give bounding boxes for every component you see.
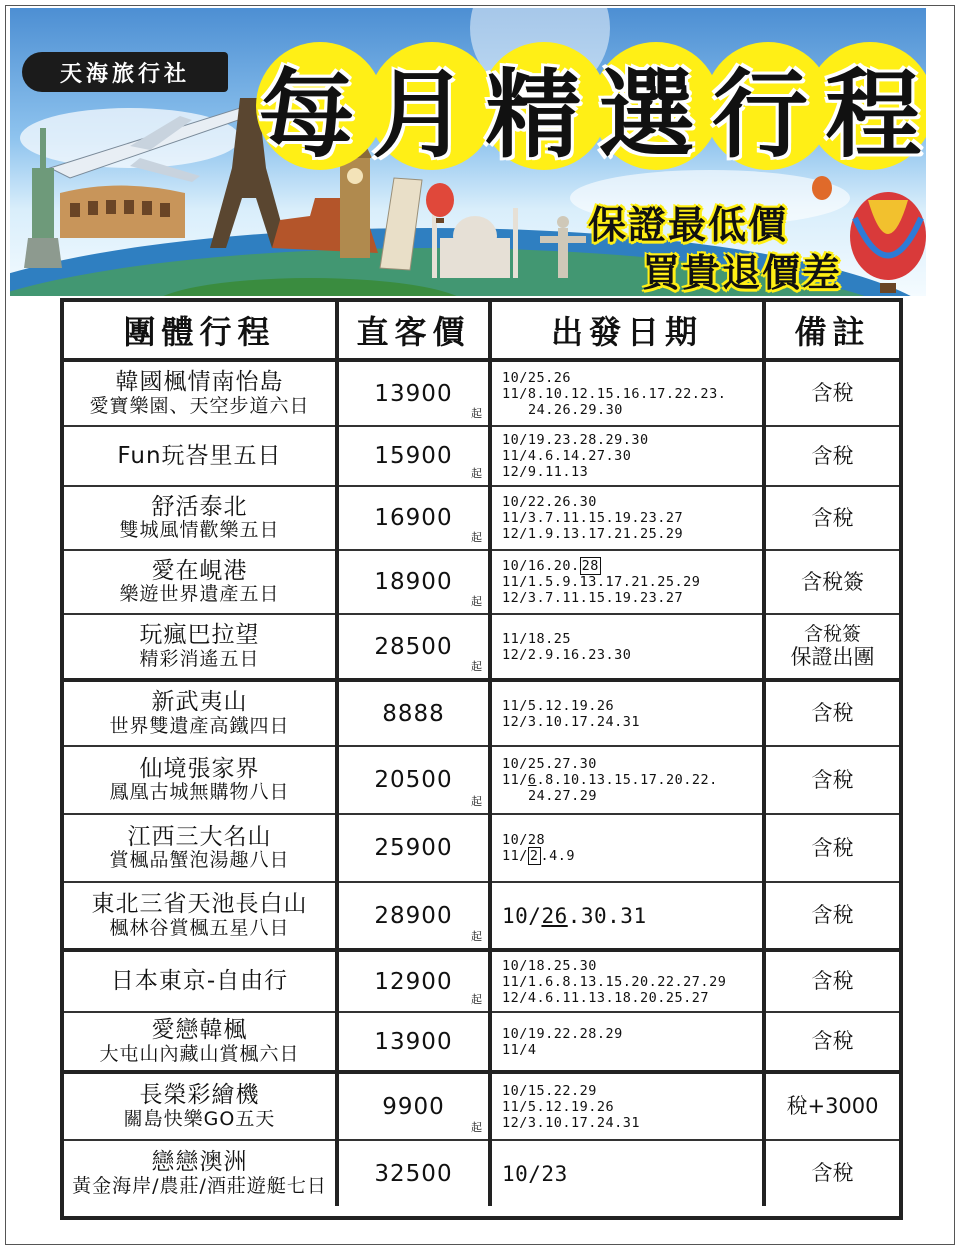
header-price: 直客價 (337, 302, 490, 360)
price-from-suffix: 起 (471, 993, 483, 1006)
date-text: 12/3.10.17.24.31 (502, 713, 641, 730)
date-text: 10/15.22.29 (502, 1082, 597, 1099)
tour-subtitle: 雙城風情歡樂五日 (119, 519, 280, 542)
date-line (502, 590, 762, 606)
date-text: 11/4.6.14.27.30 (502, 448, 632, 464)
tour-subtitle: 精彩消遙五日 (139, 647, 260, 670)
tour-table (60, 298, 903, 1220)
date-line (502, 788, 762, 804)
notes-cell (764, 1140, 899, 1206)
departure-dates-cell (490, 746, 764, 814)
departure-dates-cell (490, 1012, 764, 1072)
tour-subtitle: 楓林谷賞楓五星八日 (109, 916, 290, 939)
notes-cell (764, 360, 899, 426)
tour-name-cell (64, 426, 337, 486)
departure-dates-cell (490, 426, 764, 486)
date-line (502, 448, 762, 464)
date-text: 11/5.12.19.26 (502, 1098, 615, 1115)
date-text: 12/1.9.13.17.21.25.29 (502, 526, 684, 542)
tour-name: 愛戀韓楓 (151, 1017, 248, 1044)
price-value: 16900 (374, 505, 453, 531)
note-text: 含稅 (811, 835, 854, 860)
date-line (502, 772, 762, 788)
date-text: 24.26.29.30 (528, 401, 623, 418)
title-char: 行 (711, 58, 808, 171)
date-text: 10/ (502, 903, 542, 928)
date-text: 10/25.26 (502, 369, 572, 386)
table-row (64, 360, 899, 426)
date-line (502, 698, 762, 714)
date-text: 10/23 (502, 1161, 568, 1186)
departure-dates-cell (490, 680, 764, 746)
tour-subtitle: 關島快樂GO五天 (123, 1107, 276, 1130)
date-text: 10/19.22.28.29 (502, 1025, 623, 1042)
tour-name-cell (64, 746, 337, 814)
date-text: 10/19.23.28.29.30 (502, 432, 649, 448)
slogan-lowest-price: 保證最低價 (588, 203, 789, 247)
header-notes: 備註 (764, 302, 899, 360)
table-header-row (64, 302, 899, 360)
departure-dates-cell (490, 950, 764, 1012)
tour-name: 舒活泰北 (151, 493, 248, 520)
tour-name: 戀戀澳洲 (151, 1149, 248, 1176)
date-line (502, 526, 762, 542)
date-text: 11/1.5.9.13.17.21.25.29 (502, 574, 701, 590)
note-text: 含稅簽 (803, 622, 861, 645)
date-line (502, 647, 762, 663)
price-cell (337, 882, 490, 950)
tour-name: 仙境張家界 (139, 755, 260, 782)
notes-cell (764, 882, 899, 950)
price-cell (337, 1012, 490, 1072)
tour-name: 玩瘋巴拉望 (139, 622, 260, 649)
table-row (64, 1140, 899, 1206)
notes-cell (764, 1072, 899, 1140)
tour-name: Fun玩峇里五日 (117, 442, 282, 469)
date-line (502, 494, 762, 510)
price-from-suffix: 起 (471, 531, 483, 544)
title-char: 精 (485, 58, 582, 171)
price-cell (337, 680, 490, 746)
date-line (502, 464, 762, 480)
date-text: 11/1.6.8.13.15.20.22.27.29 (502, 973, 727, 990)
notes-cell (764, 950, 899, 1012)
tour-name-cell (64, 486, 337, 550)
notes-cell (764, 550, 899, 614)
title-char: 選 (598, 58, 695, 171)
note-text: 含稅 (811, 1161, 854, 1186)
date-line (502, 990, 762, 1006)
price-cell (337, 550, 490, 614)
date-text: 11/18.25 (502, 630, 572, 647)
date-line (502, 756, 762, 772)
date-text: 11/3.7.11.15.19.23.27 (502, 510, 684, 526)
date-line (502, 1162, 762, 1186)
date-text: .8.10.13.15.17.20.22. (536, 772, 718, 788)
date-text: 12/2.9.16.23.30 (502, 646, 632, 663)
date-line (502, 1026, 762, 1042)
price-value: 13900 (374, 380, 453, 407)
table-row (64, 680, 899, 746)
note-text: 含稅簽 (801, 569, 864, 594)
price-from-suffix: 起 (471, 795, 483, 808)
price-cell (337, 1072, 490, 1140)
tour-name: 東北三省天池長白山 (91, 891, 308, 918)
notes-cell (764, 746, 899, 814)
note-text: 含稅 (811, 701, 854, 726)
price-cell (337, 1140, 490, 1206)
date-line (502, 958, 762, 974)
notes-cell (764, 1012, 899, 1072)
taj-mahal-icon (432, 208, 518, 278)
table-row (64, 550, 899, 614)
date-line (502, 432, 762, 448)
tour-name-cell (64, 1012, 337, 1072)
tour-name-cell (64, 614, 337, 680)
notes-cell (764, 486, 899, 550)
price-value: 13900 (374, 1028, 453, 1055)
date-underlined: 26 (541, 903, 568, 928)
date-line (502, 1083, 762, 1099)
tour-subtitle: 大屯山內藏山賞楓六日 (99, 1042, 300, 1065)
note-text: 含稅 (811, 381, 854, 406)
date-text: 11/5.12.19.26 (502, 697, 615, 714)
header-dates: 出發日期 (490, 302, 764, 360)
table-row (64, 486, 899, 550)
tour-name-cell (64, 360, 337, 426)
table-row (64, 814, 899, 882)
notes-cell (764, 814, 899, 882)
price-value: 28500 (374, 633, 453, 660)
date-text: .4.9 (540, 848, 576, 864)
date-line (502, 1115, 762, 1131)
header-tour: 團體行程 (64, 302, 337, 360)
note-text: 含稅 (811, 505, 854, 530)
table-row (64, 426, 899, 486)
date-text: 11/4 (502, 1041, 537, 1058)
table-row (64, 1072, 899, 1140)
departure-dates-cell (490, 614, 764, 680)
price-cell (337, 950, 490, 1012)
slogan-refund-difference: 買貴退價差 (642, 251, 843, 295)
date-text: 24.27.29 (528, 788, 598, 804)
date-text: 12/9.11.13 (502, 464, 589, 480)
tour-subtitle: 賞楓品蟹泡湯趣八日 (109, 849, 290, 872)
hot-air-balloon-icon (426, 183, 454, 223)
tour-name-cell (64, 680, 337, 746)
price-value: 15900 (374, 443, 453, 469)
tour-name: 日本東京-自由行 (110, 968, 289, 995)
date-line (502, 848, 762, 864)
table-row (64, 950, 899, 1012)
date-line (502, 386, 762, 402)
notes-cell (764, 614, 899, 680)
tour-name: 韓國楓情南怡島 (115, 369, 284, 396)
main-title (250, 42, 926, 172)
price-from-suffix: 起 (471, 1121, 483, 1134)
date-line (502, 510, 762, 526)
departure-dates-cell (490, 1140, 764, 1206)
date-boxed: 2 (529, 848, 539, 864)
departure-dates-cell (490, 550, 764, 614)
price-from-suffix: 起 (471, 595, 483, 608)
date-line (502, 1042, 762, 1058)
tour-subtitle: 鳳凰古城無購物八日 (109, 781, 290, 804)
notes-cell (764, 426, 899, 486)
date-text: 10/28 (502, 832, 546, 848)
date-text: 11/ (502, 772, 528, 788)
price-from-suffix: 起 (471, 407, 483, 420)
date-underlined: 6 (527, 772, 537, 788)
date-line (502, 402, 762, 418)
title-text (250, 42, 926, 172)
tour-name: 江西三大名山 (127, 823, 272, 850)
tour-name-cell (64, 1072, 337, 1140)
note-text: 含稅 (811, 903, 854, 928)
tour-name: 新武夷山 (151, 689, 248, 716)
tour-name-cell (64, 550, 337, 614)
price-value: 32500 (374, 1160, 453, 1187)
price-cell (337, 426, 490, 486)
table-row (64, 746, 899, 814)
date-line (502, 1099, 762, 1115)
date-text: 11/8.10.12.15.16.17.22.23. (502, 385, 727, 402)
tour-name: 長榮彩繪機 (139, 1082, 260, 1109)
tour-name-cell (64, 814, 337, 882)
price-cell (337, 746, 490, 814)
price-cell (337, 486, 490, 550)
price-value: 12900 (374, 968, 453, 995)
date-text: 12/3.7.11.15.19.23.27 (502, 590, 684, 606)
price-value: 8888 (382, 700, 445, 727)
title-char: 月 (371, 58, 468, 171)
note-text: 含稅 (811, 1029, 854, 1054)
date-line (502, 574, 762, 590)
departure-dates-cell (490, 882, 764, 950)
date-text: 10/16.20. (502, 558, 580, 574)
date-text: 10/25.27.30 (502, 756, 597, 772)
table-row (64, 614, 899, 680)
title-char: 程 (825, 58, 922, 171)
date-text: .30.31 (567, 903, 647, 928)
note-text: 含稅 (811, 969, 854, 994)
table-row (64, 1012, 899, 1072)
price-value: 9900 (382, 1093, 445, 1120)
agency-name: 天海旅行社 (22, 52, 228, 92)
price-cell (337, 814, 490, 882)
price-from-suffix: 起 (471, 467, 483, 480)
price-from-suffix: 起 (471, 930, 483, 943)
date-text: 12/3.10.17.24.31 (502, 1114, 641, 1131)
price-value: 28900 (374, 902, 453, 929)
departure-dates-cell (490, 486, 764, 550)
date-text: 11/ (502, 848, 528, 864)
tour-subtitle: 愛寶樂園、天空步道六日 (89, 394, 310, 417)
tour-name: 愛在峴港 (151, 557, 248, 584)
date-text: 10/18.25.30 (502, 957, 597, 974)
tour-subtitle: 世界雙遺產高鐵四日 (109, 714, 290, 737)
date-text: 10/22.26.30 (502, 494, 597, 510)
tour-subtitle: 黃金海岸/農莊/酒莊遊艇七日 (72, 1174, 327, 1197)
notes-cell (764, 680, 899, 746)
table-row (64, 882, 899, 950)
note-text: 含稅 (811, 443, 854, 468)
price-value: 18900 (374, 569, 453, 595)
tour-subtitle: 樂遊世界遺產五日 (119, 583, 280, 606)
price-cell (337, 614, 490, 680)
price-value: 20500 (374, 767, 453, 793)
note-text: 保證出團 (790, 645, 875, 670)
date-line (502, 904, 762, 928)
date-text: 12/4.6.11.13.18.20.25.27 (502, 989, 710, 1006)
date-line (502, 558, 762, 574)
date-boxed: 28 (581, 558, 599, 574)
tour-name-cell (64, 1140, 337, 1206)
date-line (502, 974, 762, 990)
date-line (502, 631, 762, 647)
tour-name-cell (64, 882, 337, 950)
colosseum-icon (60, 186, 185, 239)
date-line (502, 832, 762, 848)
price-cell (337, 360, 490, 426)
departure-dates-cell (490, 814, 764, 882)
price-from-suffix: 起 (471, 660, 483, 673)
date-line (502, 370, 762, 386)
title-char: 每 (258, 58, 355, 171)
banner (10, 8, 926, 296)
note-text: 稅+3000 (786, 1094, 879, 1119)
departure-dates-cell (490, 360, 764, 426)
tour-name-cell (64, 950, 337, 1012)
price-value: 25900 (374, 835, 453, 861)
hot-air-balloon-small-icon (812, 176, 832, 200)
date-line (502, 714, 762, 730)
departure-dates-cell (490, 1072, 764, 1140)
note-text: 含稅 (811, 767, 854, 792)
